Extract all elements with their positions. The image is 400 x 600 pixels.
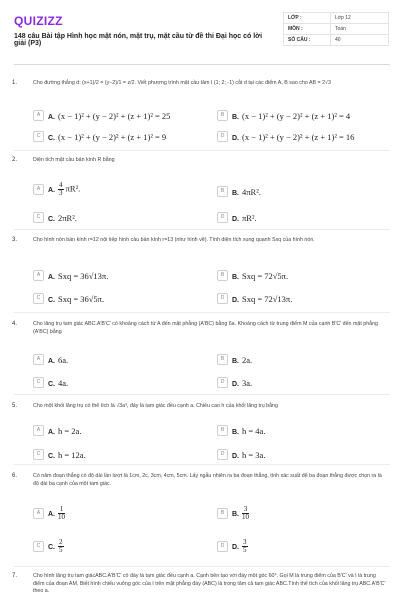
option-text: Sxq = 36√13π.: [58, 270, 109, 281]
option-text: h = 12a.: [58, 449, 86, 460]
fraction-numerator: 1: [59, 505, 64, 514]
question-number: 5.: [12, 403, 18, 409]
option-badge: C: [33, 293, 44, 304]
option-badge: B: [217, 270, 228, 281]
option-badge: C: [33, 541, 44, 552]
option-label: D.: [232, 380, 239, 388]
option-text: (x − 1)² + (y − 2)² + (z + 1)² = 9: [58, 131, 167, 142]
option-c[interactable]: [33, 374, 68, 387]
option-text: h = 3a.: [242, 449, 266, 460]
option-badge: B: [217, 186, 228, 197]
question-number: 6.: [12, 473, 18, 479]
fraction-numerator: 2: [59, 538, 63, 547]
option-d[interactable]: [217, 128, 354, 141]
question-number: 7.: [12, 573, 18, 579]
option-d[interactable]: [217, 538, 248, 555]
option-badge: B: [217, 110, 228, 121]
option-d[interactable]: [217, 209, 257, 222]
question-number: 3.: [12, 237, 18, 243]
info-label: MÔN :: [284, 24, 331, 35]
question-text: Cho hình lăng trụ tam giácABC.A'B'C' có đáy là tam giác đều cạnh a. Cạnh bên tạo với đáy một góc 60°. Gọi M là trung điểm của B'C' và I là trung điểm của đoạn AM. Biết hình chiếu vuông góc của I trên mặt phẳng đáy (ABC) là trọng tâm cả tam giác ABC.Tính thể tích của khối lăng trụ ABC.A'B'C' theo a.: [33, 573, 386, 595]
option-label: C.: [48, 215, 55, 223]
option-label: C.: [48, 543, 55, 551]
fraction: [242, 539, 248, 554]
option-text: 4a.: [58, 377, 69, 388]
question-divider: [14, 312, 390, 313]
question-text: Diện tích mặt cầu bán kính R bằng: [33, 157, 115, 163]
option-d[interactable]: [217, 446, 265, 459]
option-a[interactable]: [33, 351, 68, 364]
question-text: Cho hình nón bán kính r=12 nội tiếp hình cầu bán kính r=13 (như hình vẽ). Tính diện tích xung quanh Sxq của hình nón.: [33, 237, 315, 243]
option-c[interactable]: [33, 446, 86, 459]
option-text: 3a.: [242, 377, 253, 388]
header-divider: [14, 64, 390, 65]
fraction-denominator: 5: [59, 546, 63, 555]
option-text: Sxq = 36√5π.: [58, 293, 105, 304]
option-d[interactable]: [217, 290, 292, 303]
option-text: Sxq = 72√5π.: [242, 270, 289, 281]
option-label: A.: [48, 510, 55, 518]
option-label: A.: [48, 113, 55, 121]
option-badge: D: [217, 377, 228, 388]
option-label: B.: [232, 357, 239, 365]
option-label: D.: [232, 215, 239, 223]
option-badge: A: [33, 110, 44, 121]
info-value: Lớp 12: [331, 13, 389, 24]
option-badge: A: [33, 508, 44, 519]
option-badge: A: [33, 270, 44, 281]
question-divider: [14, 229, 390, 230]
option-badge: C: [33, 212, 44, 223]
option-text: h = 4a.: [242, 425, 266, 436]
option-b[interactable]: [217, 351, 252, 364]
fraction-denominator: 3: [59, 189, 63, 198]
option-a[interactable]: [33, 267, 108, 280]
option-d[interactable]: [217, 374, 252, 387]
option-label: C.: [48, 134, 55, 142]
option-badge: D: [217, 131, 228, 142]
option-label: B.: [232, 510, 239, 518]
option-badge: A: [33, 354, 44, 365]
worksheet-title: 148 câu Bài tập Hình học mặt nón, mặt trụ, mặt cầu từ đề thi Đại học có lời giải (P3): [14, 33, 263, 47]
fraction: [242, 506, 249, 521]
question-divider: [14, 464, 390, 465]
option-label: D.: [232, 543, 239, 551]
option-text: 6a.: [58, 354, 69, 365]
fraction-denominator: 10: [58, 513, 65, 522]
option-text: (x − 1)² + (y − 2)² + (z + 1)² = 25: [58, 110, 171, 121]
option-label: C.: [48, 296, 55, 304]
option-b[interactable]: [217, 422, 265, 435]
option-b[interactable]: [217, 505, 249, 522]
option-text: (x − 1)² + (y − 2)² + (z + 1)² = 16: [242, 131, 355, 142]
question-divider: [14, 394, 390, 395]
option-badge: D: [217, 212, 228, 223]
info-value: 40: [331, 35, 389, 46]
option-b[interactable]: [217, 267, 288, 280]
option-text: (x − 1)² + (y − 2)² + (z + 1)² = 4: [242, 110, 351, 121]
option-text: πR².: [65, 183, 81, 194]
option-label: B.: [232, 428, 239, 436]
question-text: Có năm đoạn thẳng có độ dài lần lượt là 1cm, 2c, 3cm, 4cm, 5cm. Lấy ngẫu nhiên ra ba đoạn thẳng, tính xác suất để ba đoạn thẳng được chọn ra là độ dài ba cạnh của một tam giác.: [33, 473, 382, 487]
option-badge: A: [33, 425, 44, 436]
option-badge: C: [33, 377, 44, 388]
option-badge: A: [33, 184, 44, 195]
option-text: 2πR².: [58, 212, 77, 223]
option-text: 4πR².: [242, 186, 261, 197]
option-text: πR².: [242, 212, 257, 223]
option-b[interactable]: [217, 183, 261, 196]
option-c[interactable]: [33, 538, 64, 555]
option-badge: C: [33, 131, 44, 142]
option-b[interactable]: [217, 107, 350, 120]
option-label: D.: [232, 452, 239, 460]
option-c[interactable]: [33, 209, 77, 222]
info-table: [283, 12, 389, 46]
option-label: C.: [48, 452, 55, 460]
option-badge: C: [33, 449, 44, 460]
fraction-numerator: 3: [243, 538, 247, 547]
option-a[interactable]: [33, 107, 170, 120]
question-number: 4.: [12, 321, 18, 327]
option-label: B.: [232, 189, 239, 197]
fraction-denominator: 10: [242, 513, 249, 522]
option-label: B.: [232, 273, 239, 281]
fraction: [58, 539, 64, 554]
option-label: D.: [232, 134, 239, 142]
fraction-numerator: 4: [59, 181, 63, 190]
option-label: C.: [48, 380, 55, 388]
option-text: 2a.: [242, 354, 253, 365]
question-number: 2.: [12, 157, 18, 163]
option-c[interactable]: [33, 290, 104, 303]
option-badge: B: [217, 354, 228, 365]
option-label: A.: [48, 428, 55, 436]
option-text: h = 2a.: [58, 425, 82, 436]
option-a[interactable]: [33, 422, 81, 435]
info-label: SỐ CÂU :: [284, 35, 331, 46]
option-badge: D: [217, 541, 228, 552]
fraction-numerator: 3: [243, 505, 248, 514]
question-number: 1.: [12, 80, 18, 86]
option-badge: D: [217, 293, 228, 304]
question-text: Cho một khối lăng trụ có thể tích là √3a³, đáy là tam giác đều cạnh a. Chiều cao h của khối lăng trụ bằng: [33, 403, 278, 409]
option-badge: D: [217, 449, 228, 460]
option-label: A.: [48, 273, 55, 281]
question-text: Cho lăng trụ tam giác ABC.A'B'C' có khoảng cách từ A đến mặt phẳng (A'BC) bằng 6a. Khoảng cách từ trung điểm M của cạnh B'C' đến mặt phẳng (A'BC) bằng: [33, 321, 379, 335]
fraction: [58, 506, 65, 521]
fraction: [58, 182, 64, 197]
quizizz-logo: QUIZIZZ: [14, 14, 63, 28]
option-text: Sxq = 72√13π.: [242, 293, 293, 304]
option-badge: B: [217, 508, 228, 519]
option-a[interactable]: [33, 505, 65, 522]
option-label: A.: [48, 186, 55, 194]
question-divider: [14, 566, 390, 567]
info-label: LỚP :: [284, 13, 331, 24]
option-label: D.: [232, 296, 239, 304]
option-c[interactable]: [33, 128, 166, 141]
question-text: Cho đường thẳng d: (x+1)/2 = (y−2)/1 = z/2. Viết phương trình mặt cầu tâm I (1; 2; -1) cắt d tại các điểm A, B sao cho AB = 2√3: [33, 80, 331, 86]
fraction-denominator: 5: [243, 546, 247, 555]
option-badge: B: [217, 425, 228, 436]
question-divider: [14, 150, 390, 151]
option-a[interactable]: [33, 181, 81, 198]
option-label: B.: [232, 113, 239, 121]
info-value: Toán: [331, 24, 389, 35]
option-label: A.: [48, 357, 55, 365]
